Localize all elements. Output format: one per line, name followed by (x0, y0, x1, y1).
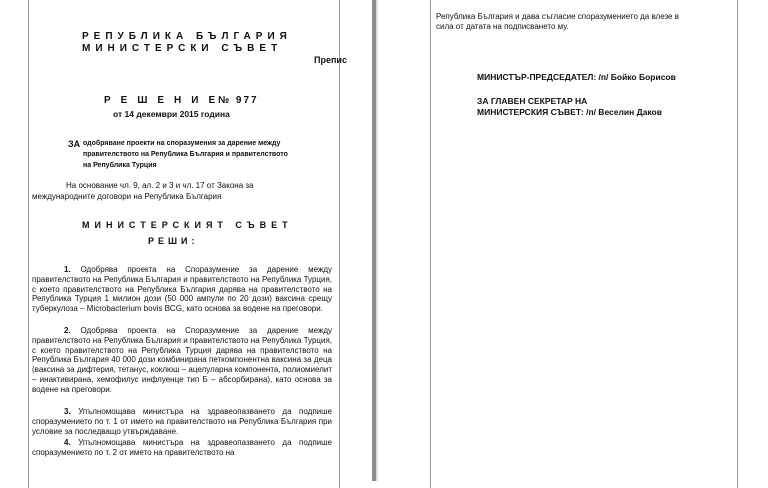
subject-line-2: правителството на Република България и правителството (83, 151, 288, 158)
secretary-title: ЗА ГЛАВЕН СЕКРЕТАР НА (477, 96, 588, 106)
subject-za: ЗА (68, 139, 81, 149)
item-2-text: Одобрява проекта на Споразумение за дарение между правителството на Република България и правителството на Република Турция, с което правителството на Република Турция дарява на правителството на Република България 40 000 дози комбинирана петкомпонентна ваксина за деца (ваксина за дифтерия, тетанус, коклюш – ацелуларна компонента, полиомиелит – инактивирана, хемофилус инфлуенце тип Б – абсорбирана), като основа за водене на преговори. (32, 326, 332, 394)
left-document-pane (0, 0, 372, 481)
subject-line-3: на Република Турция (83, 162, 157, 169)
item-1-text: Одобрява проекта на Споразумение за дарение между правителството на Република България и правителството на Република Турция, с което правителството на Република България дарява на правителството на Република Турция 1 милион дози (50 000 ампули по 20 дози) ваксина срещу туберкулоза – Microbacterium bovis BCG, като основа за водене на преговори. (32, 265, 332, 314)
item-4-number: 4. (64, 438, 71, 447)
legal-basis-line-1: На основание чл. 9, ал. 2 и 3 и чл. 17 от Закона за (66, 181, 254, 190)
decision-item-1 (32, 265, 332, 314)
item-1-number: 1. (64, 265, 71, 274)
item-3-number: 3. (64, 407, 71, 416)
decision-date: от 14 декември 2015 година (113, 109, 230, 119)
legal-basis-line-2: международните договори на Република България (32, 192, 222, 201)
decision-item-4 (32, 438, 332, 458)
decides-heading: РЕШИ: (148, 236, 199, 246)
decision-item-3 (32, 407, 332, 436)
decision-number: № 977 (218, 95, 259, 106)
council-decision-heading: МИНИСТЕРСКИЯТ СЪВЕТ (82, 220, 293, 230)
subject-line-1: одобряване проекти на споразумения за дарение между (83, 140, 281, 147)
secretary-signature: МИНИСТЕРСКИЯ СЪВЕТ: /п/ Веселин Даков (477, 107, 662, 117)
pane-divider-shadow (376, 0, 378, 481)
continuation-line-2: сила от датата на подписването му. (436, 22, 569, 31)
item-2-number: 2. (64, 326, 71, 335)
council-heading: МИНИСТЕРСКИ СЪВЕТ (82, 43, 283, 54)
item-4-text: Упълномощава министъра на здравеопазването да подпише споразумението по т. 2 от името на правителството на (32, 438, 332, 457)
continuation-line-1: Република България и дава съгласие споразумението да влезе в (436, 12, 679, 21)
decision-item-2 (32, 326, 332, 395)
republic-heading: РЕПУБЛИКА БЪЛГАРИЯ (82, 31, 292, 42)
prime-minister-signature: МИНИСТЪР-ПРЕДСЕДАТЕЛ: /п/ Бойко Борисов (477, 72, 676, 82)
copy-label: Препис (314, 55, 347, 65)
decision-word: РЕШЕНИЕ (104, 95, 226, 106)
item-3-text: Упълномощава министъра на здравеопазването да подпише споразумението по т. 1 от името на правителството на Република България при условие за последващо утвърждаване. (32, 407, 332, 436)
